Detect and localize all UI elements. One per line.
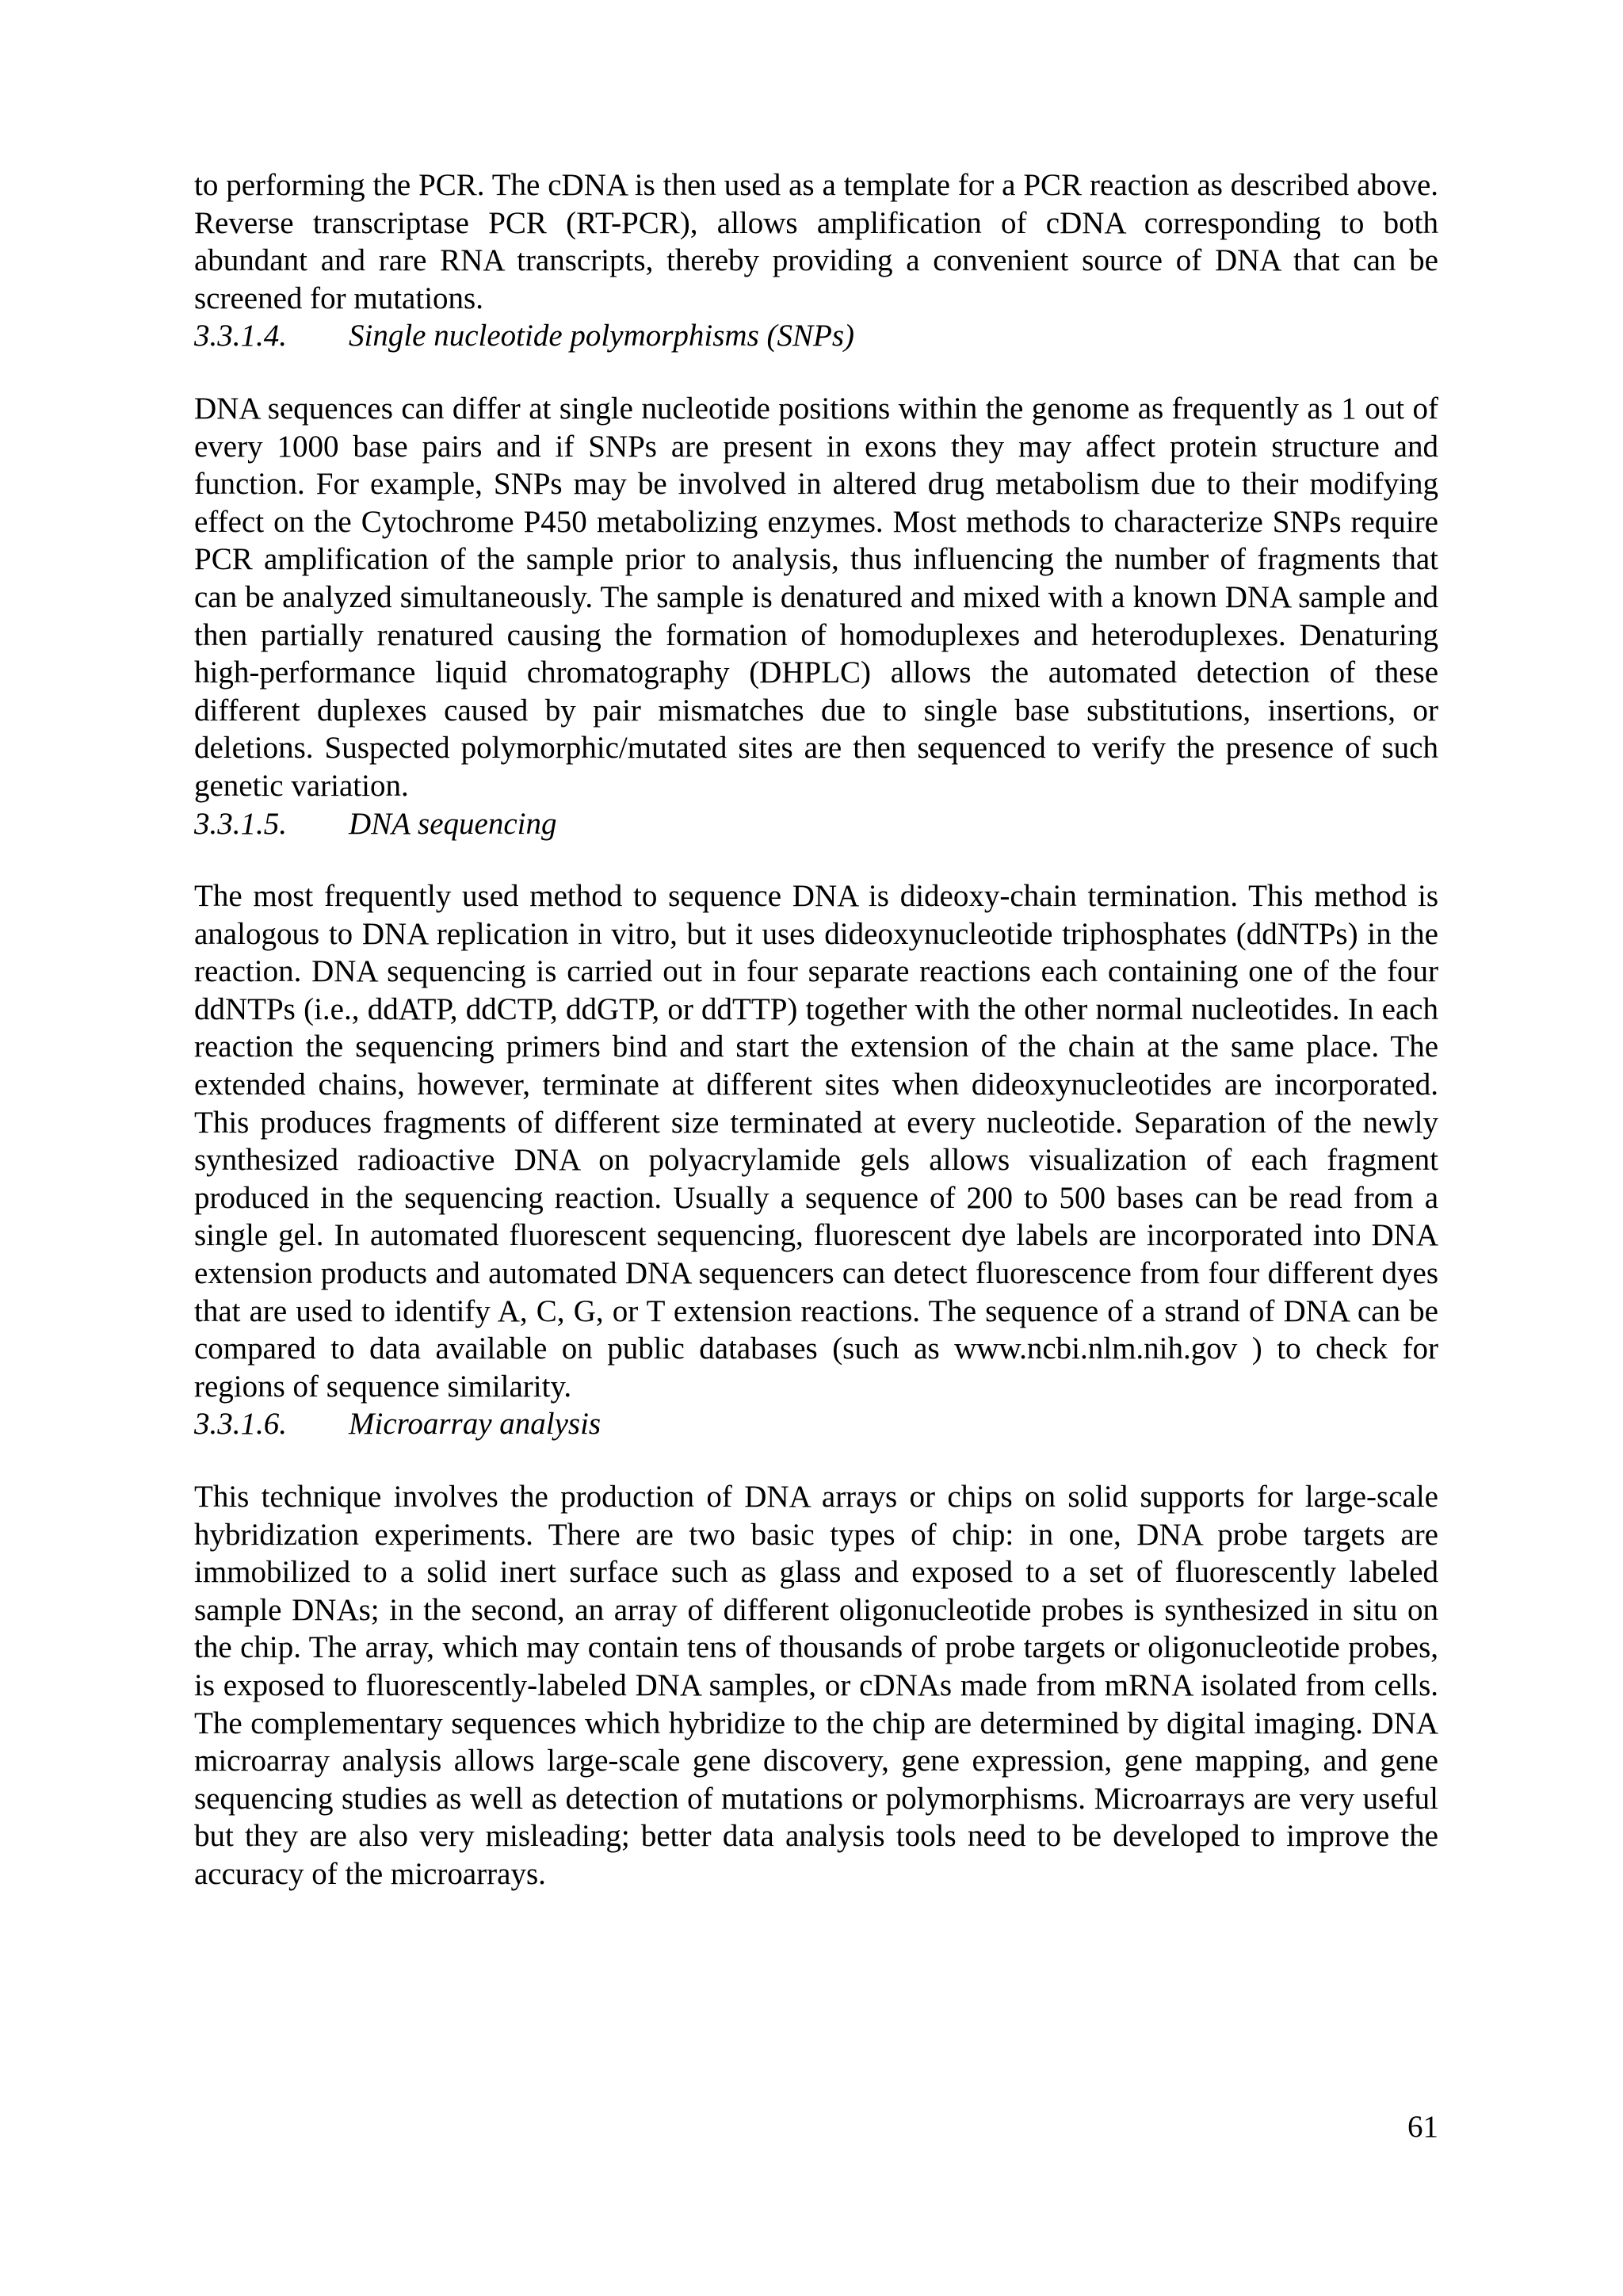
page-body	[194, 166, 1438, 1893]
section-number: 3.3.1.5.	[194, 806, 287, 841]
section-title: DNA sequencing	[349, 806, 557, 841]
section-title: Single nucleotide polymorphisms (SNPs)	[349, 319, 854, 353]
paragraph-dna-sequencing: The most frequently used method to sequence DNA is dideoxy-chain termination. This method is analogous to DNA replication in vitro, but it uses dideoxynucleotide triphosphates (ddNTPs) in the reaction. DNA sequencing is carried out in four separate reactions each containing one of the four ddNTPs (i.e., ddATP, ddCTP, ddGTP, or ddTTP) together with the other normal nucleotides. In each reaction the sequencing primers bind and start the extension of the chain at the same place. The extended chains, however, terminate at different sites when dideoxynucleotides are incorporated. This produces fragments of different size terminated at every nucleotide. Separation of the newly synthesized radioactive DNA on polyacrylamide gels allows visualization of each fragment produced in the sequencing reaction. Usually a sequence of 200 to 500 bases can be read from a single gel. In automated fluorescent sequencing, fluorescent dye labels are incorporated into DNA extension products and automated DNA sequencers can detect fluorescence from four different dyes that are used to identify A, C, G, or T extension reactions. The sequence of a strand of DNA can be compared to data available on public databases (such as www.ncbi.nlm.nih.gov ) to check for regions of sequence similarity.	[194, 879, 1438, 1404]
section-heading-dna-sequencing	[194, 805, 1438, 843]
paragraph-snps: DNA sequences can differ at single nucleotide positions within the genome as frequently as 1 out of every 1000 base pairs and if SNPs are present in exons they may affect protein structure and function. For example, SNPs may be involved in altered drug metabolism due to their modifying effect on the Cytochrome P450 metabolizing enzymes. Most methods to characterize SNPs require PCR amplification of the sample prior to analysis, thus influencing the number of fragments that can be analyzed simultaneously. The sample is denatured and mixed with a known DNA sample and then partially renatured causing the formation of homoduplexes and heteroduplexes. Denaturing high-performance liquid chromatography (DHPLC) allows the automated detection of these different duplexes caused by pair mismatches due to single base substitutions, insertions, or deletions. Suspected polymorphic/mutated sites are then sequenced to verify the presence of such genetic variation.	[194, 391, 1438, 803]
page-number: 61	[1407, 2110, 1438, 2144]
section-number: 3.3.1.4.	[194, 319, 287, 353]
paragraph-microarray: This technique involves the production of DNA arrays or chips on solid supports for large-scale hybridization experiments. There are two basic types of chip: in one, DNA probe targets are immobilized to a solid inert surface such as glass and exposed to a set of fluorescently labeled sample DNAs; in the second, an array of different oligonucleotide probes is synthesized in situ on the chip. The array, which may contain tens of thousands of probe targets or oligonucleotide probes, is exposed to fluorescently-labeled DNA samples, or cDNAs made from mRNA isolated from cells. The complementary sequences which hybridize to the chip are determined by digital imaging. DNA microarray analysis allows large-scale gene discovery, gene expression, gene mapping, and gene sequencing studies as well as detection of mutations or polymorphisms. Microarrays are very useful but they are also very misleading; better data analysis tools need to be developed to improve the accuracy of the microarrays.	[194, 1480, 1438, 1891]
paragraph-rt-pcr: to performing the PCR. The cDNA is then used as a template for a PCR reaction as described above. Reverse transcriptase PCR (RT-PCR), allows amplification of cDNA corresponding to both abundant and rare RNA transcripts, thereby providing a convenient source of DNA that can be screened for mutations.	[194, 168, 1438, 315]
section-heading-snps	[194, 317, 1438, 355]
section-heading-microarray	[194, 1405, 1438, 1443]
section-title: Microarray analysis	[349, 1407, 601, 1442]
section-number: 3.3.1.6.	[194, 1407, 287, 1442]
